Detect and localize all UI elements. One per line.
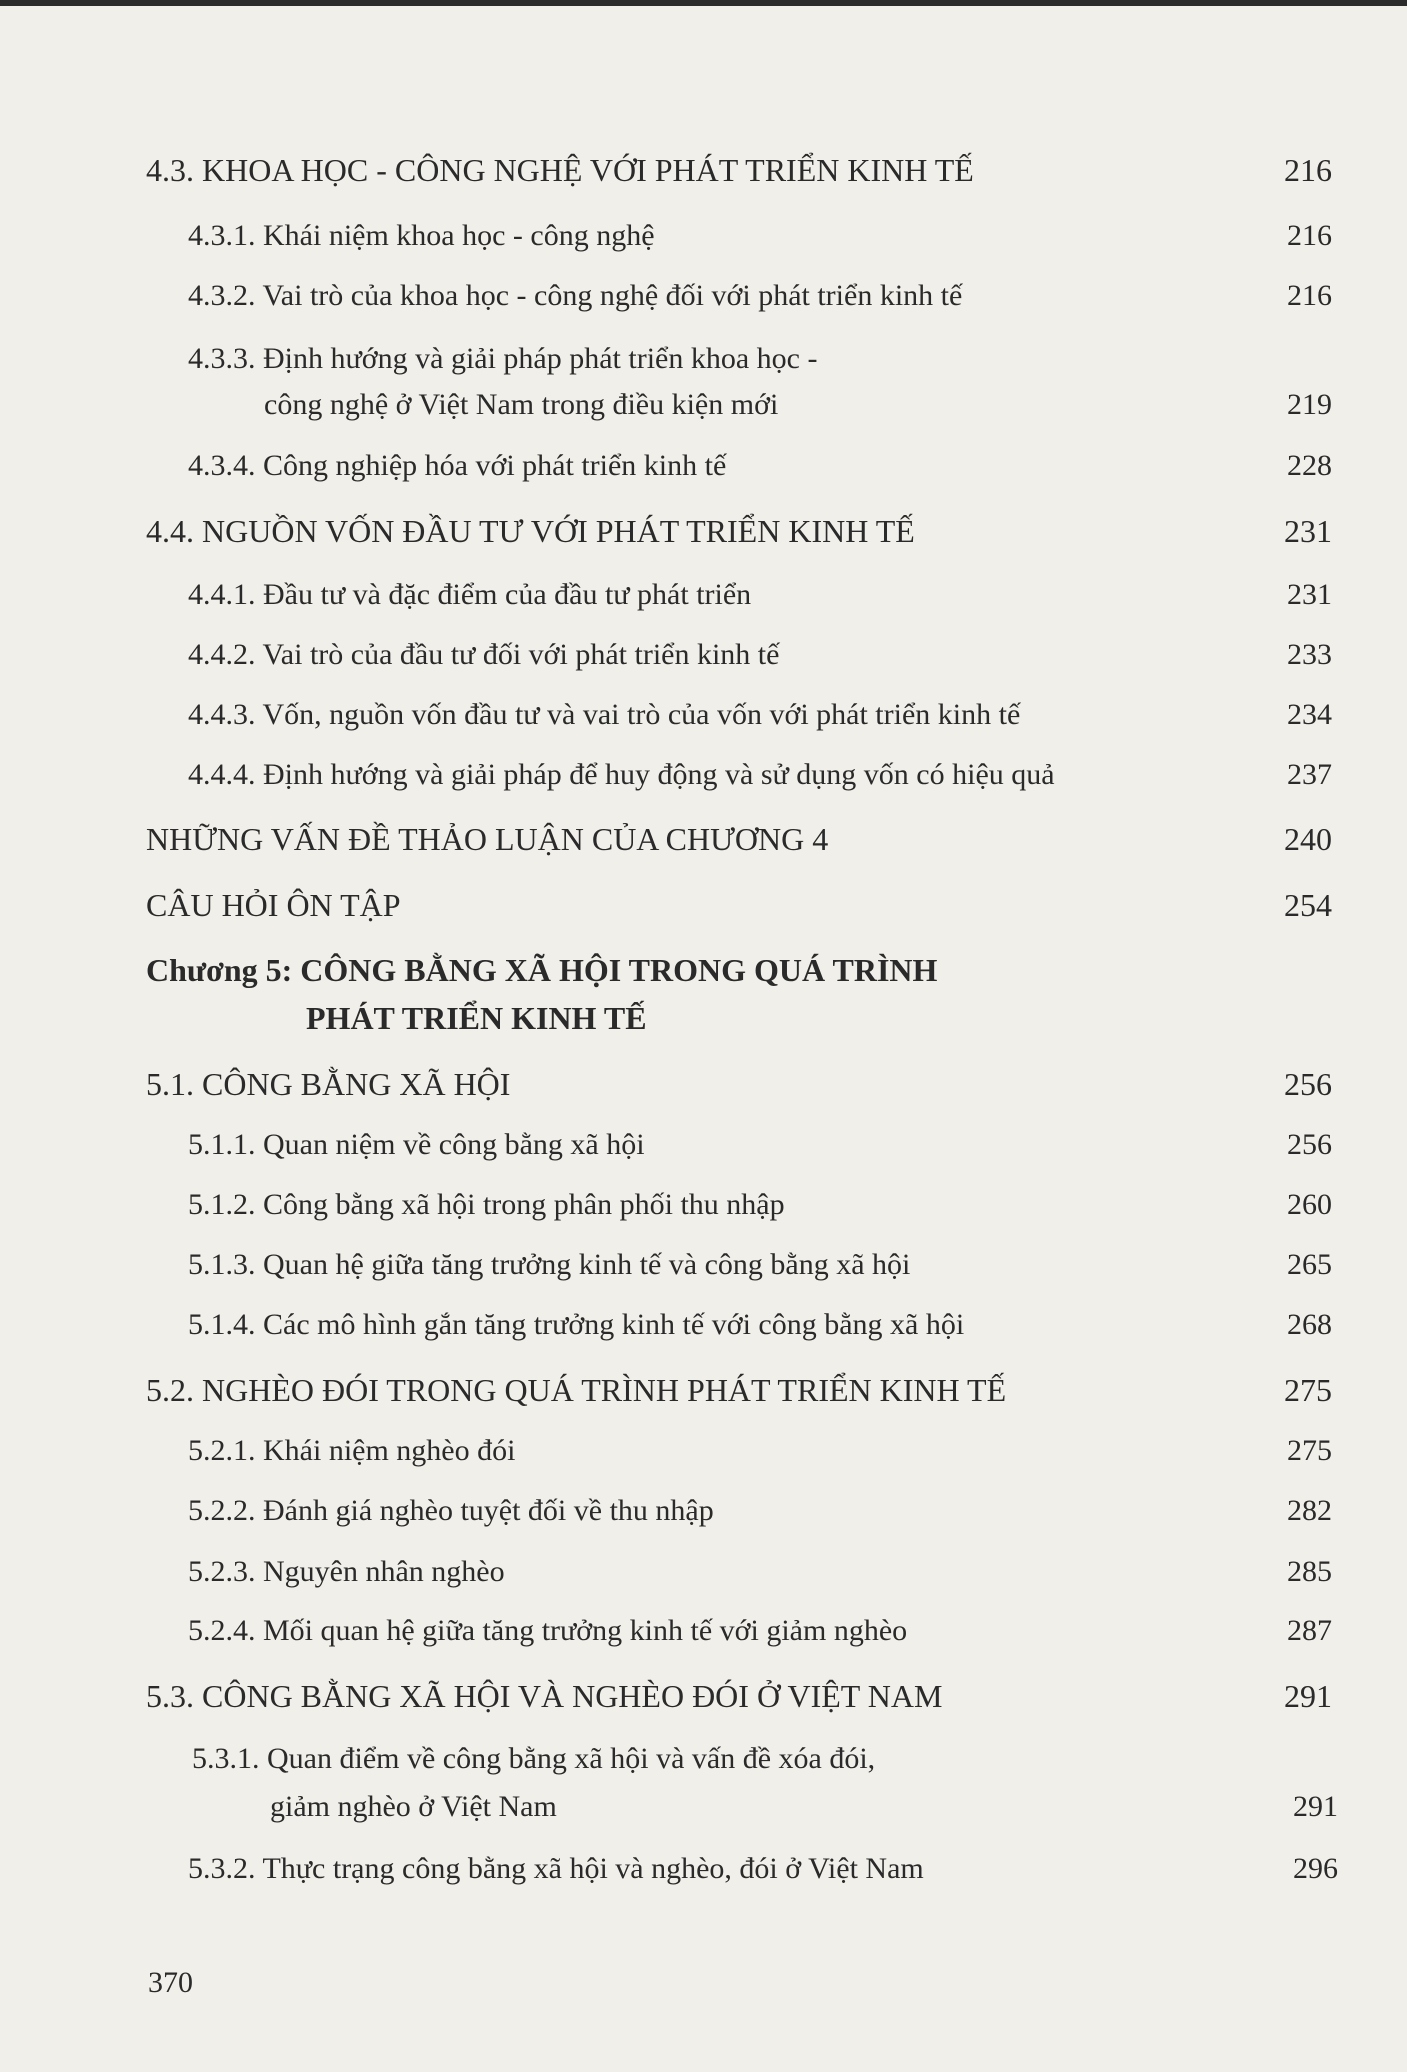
entry-title: 4.4.4. Định hướng và giải pháp để huy động và sử dụng vốn có hiệu quả	[188, 758, 1055, 791]
toc-entry-discussion-ch4	[146, 821, 1332, 858]
entry-title: 5.1. CÔNG BẰNG XÃ HỘI	[146, 1066, 511, 1102]
toc-entry-4-3-2	[188, 279, 1332, 313]
toc-entry-4-3-3	[188, 388, 1332, 422]
toc-entry-4-3-4	[188, 449, 1332, 483]
entry-title: 4.4.3. Vốn, nguồn vốn đầu tư và vai trò của vốn với phát triển kinh tế	[188, 698, 1021, 731]
toc-entry-4-3-1	[188, 219, 1332, 253]
entry-title-cont: công nghệ ở Việt Nam trong điều kiện mới	[264, 388, 779, 421]
entry-title: 5.1.2. Công bằng xã hội trong phân phối thu nhập	[188, 1188, 785, 1221]
entry-page: 260	[1287, 1188, 1332, 1221]
entry-page: 233	[1287, 638, 1332, 671]
toc-entry-5-3-1	[188, 1790, 1338, 1824]
toc-entry-5-3-2	[188, 1852, 1338, 1886]
toc-entry-5-2-4	[188, 1614, 1332, 1648]
chapter-5-heading-line2: PHÁT TRIỂN KINH TẾ	[306, 1000, 647, 1036]
entry-page: 256	[1284, 1066, 1332, 1102]
entry-title: 5.2. NGHÈO ĐÓI TRONG QUÁ TRÌNH PHÁT TRIỂN KINH TẾ	[146, 1372, 1007, 1408]
entry-title: CÂU HỎI ÔN TẬP	[146, 887, 401, 923]
entry-page: 231	[1287, 578, 1332, 611]
entry-page: 268	[1287, 1308, 1332, 1341]
entry-title: 5.2.1. Khái niệm nghèo đói	[188, 1434, 516, 1467]
toc-entry-4-3	[146, 152, 1332, 189]
toc-entry-4-4-2	[188, 638, 1332, 672]
toc-entry-5-3-1-line1: 5.3.1. Quan điểm về công bằng xã hội và vấn đề xóa đói,	[192, 1742, 876, 1775]
entry-page: 231	[1284, 513, 1332, 549]
entry-page: 256	[1287, 1128, 1332, 1161]
entry-page: 265	[1287, 1248, 1332, 1281]
entry-title: 5.3. CÔNG BẰNG XÃ HỘI VÀ NGHÈO ĐÓI Ở VIỆT NAM	[146, 1678, 943, 1714]
entry-title: 5.1.4. Các mô hình gắn tăng trưởng kinh tế với công bằng xã hội	[188, 1308, 965, 1341]
toc-entry-4-3-3-line1: 4.3.3. Định hướng và giải pháp phát triển khoa học -	[188, 342, 818, 375]
entry-page: 219	[1287, 388, 1332, 421]
entry-page: 275	[1287, 1434, 1332, 1467]
toc-entry-5-2-3	[188, 1555, 1332, 1589]
entry-page: 240	[1284, 821, 1332, 857]
toc-entry-5-1	[146, 1066, 1332, 1103]
toc-entry-4-4	[146, 513, 1332, 550]
toc-entry-5-2-1	[188, 1434, 1332, 1468]
toc-entry-review-ch4	[146, 887, 1332, 924]
toc-entry-4-4-4	[188, 758, 1332, 792]
entry-title: 4.3.2. Vai trò của khoa học - công nghệ đối với phát triển kinh tế	[188, 279, 963, 312]
entry-page: 216	[1287, 279, 1332, 312]
entry-title: 4.4.2. Vai trò của đầu tư đối với phát triển kinh tế	[188, 638, 780, 671]
entry-title: 5.1.3. Quan hệ giữa tăng trưởng kinh tế và công bằng xã hội	[188, 1248, 911, 1281]
entry-title: NHỮNG VẤN ĐỀ THẢO LUẬN CỦA CHƯƠNG 4	[146, 821, 829, 857]
entry-title: 4.4. NGUỒN VỐN ĐẦU TƯ VỚI PHÁT TRIỂN KINH TẾ	[146, 513, 915, 549]
entry-page: 216	[1284, 152, 1332, 188]
page-number: 370	[148, 1966, 193, 1999]
entry-title: 4.3. KHOA HỌC - CÔNG NGHỆ VỚI PHÁT TRIỂN KINH TẾ	[146, 152, 974, 188]
entry-page: 237	[1287, 758, 1332, 791]
entry-page: 296	[1293, 1852, 1338, 1885]
entry-page: 287	[1287, 1614, 1332, 1647]
entry-page: 228	[1287, 449, 1332, 482]
entry-title: 5.1.1. Quan niệm về công bằng xã hội	[188, 1128, 645, 1161]
entry-page: 291	[1284, 1678, 1332, 1714]
entry-page: 285	[1287, 1555, 1332, 1588]
entry-title: 4.4.1. Đầu tư và đặc điểm của đầu tư phát triển	[188, 578, 752, 611]
entry-page: 216	[1287, 219, 1332, 252]
toc-entry-4-4-3	[188, 698, 1332, 732]
toc-entry-5-1-4	[188, 1308, 1332, 1342]
toc-entry-5-1-2	[188, 1188, 1332, 1222]
entry-title: 5.2.3. Nguyên nhân nghèo	[188, 1555, 505, 1588]
entry-title: 5.3.2. Thực trạng công bằng xã hội và nghèo, đói ở Việt Nam	[188, 1852, 924, 1885]
toc-entry-5-1-1	[188, 1128, 1332, 1162]
entry-title-cont: giảm nghèo ở Việt Nam	[270, 1790, 557, 1823]
entry-title: 4.3.1. Khái niệm khoa học - công nghệ	[188, 219, 655, 252]
chapter-5-heading-line1: Chương 5: CÔNG BẰNG XÃ HỘI TRONG QUÁ TRÌNH	[146, 952, 938, 988]
entry-title: 5.2.2. Đánh giá nghèo tuyệt đối về thu nhập	[188, 1494, 714, 1527]
entry-title: 4.3.4. Công nghiệp hóa với phát triển kinh tế	[188, 449, 727, 482]
entry-page: 275	[1284, 1372, 1332, 1408]
entry-page: 254	[1284, 887, 1332, 923]
toc-entry-5-2	[146, 1372, 1332, 1409]
toc-entry-5-1-3	[188, 1248, 1332, 1282]
toc-entry-4-4-1	[188, 578, 1332, 612]
toc-entry-5-2-2	[188, 1494, 1332, 1528]
entry-page: 291	[1293, 1790, 1338, 1823]
entry-title: 5.2.4. Mối quan hệ giữa tăng trưởng kinh tế với giảm nghèo	[188, 1614, 908, 1647]
toc-entry-5-3	[146, 1678, 1332, 1715]
entry-page: 282	[1287, 1494, 1332, 1527]
entry-page: 234	[1287, 698, 1332, 731]
